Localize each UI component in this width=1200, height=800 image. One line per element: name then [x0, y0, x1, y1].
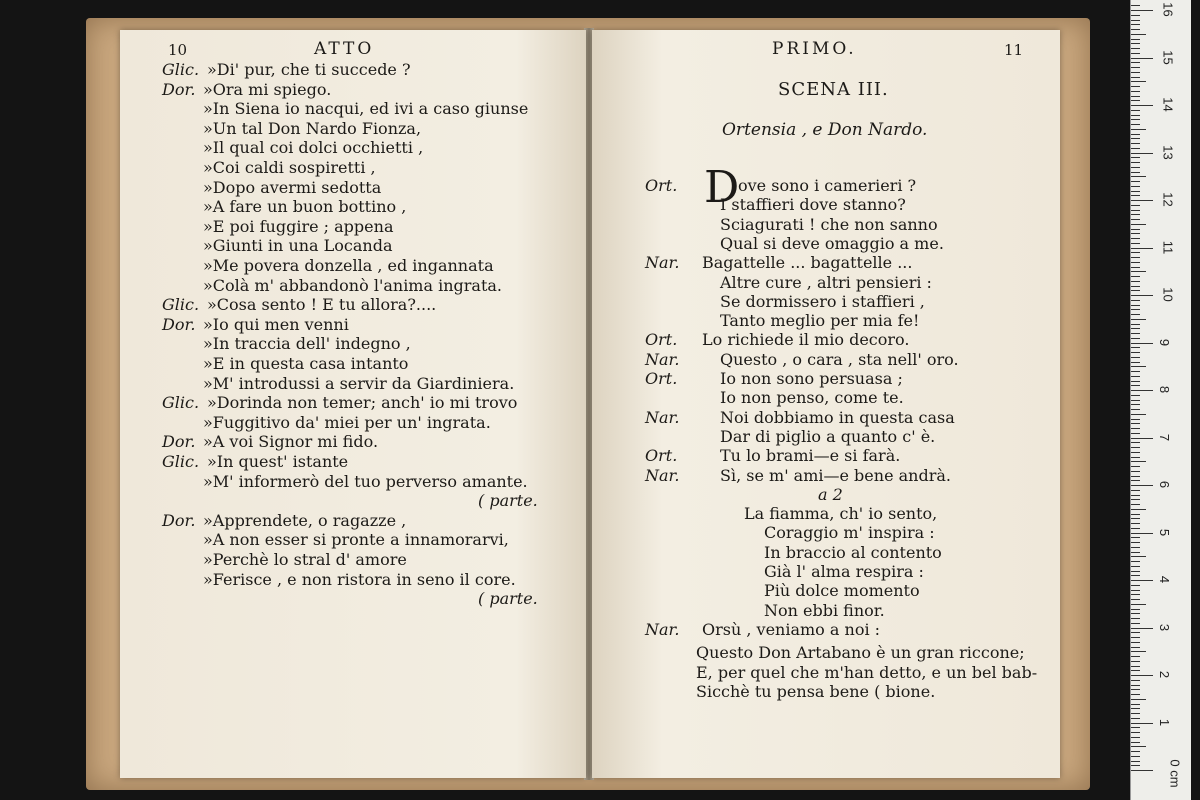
- speaker-label: Nar.: [645, 465, 680, 485]
- ruler-tick: [1131, 746, 1146, 747]
- ruler-tick: [1131, 314, 1140, 315]
- ruler-tick: [1131, 504, 1140, 505]
- ruler-tick: [1131, 647, 1140, 648]
- ruler-tick: [1131, 238, 1140, 239]
- ruler-tick: [1131, 656, 1140, 657]
- ruler-tick: [1131, 528, 1140, 529]
- ruler-tick: [1131, 286, 1140, 287]
- speaker-label: Nar.: [645, 619, 680, 639]
- right-running-head: PRIMO.: [772, 39, 857, 59]
- verse-line: »Di' pur, che ti succede ?: [207, 60, 411, 79]
- ruler-tick: [1131, 100, 1140, 101]
- ruler-tick: [1131, 599, 1140, 600]
- ruler-tick: [1131, 571, 1140, 572]
- ruler-tick: [1131, 566, 1140, 567]
- verse-line: Dar di piglio a quanto c' è.: [720, 426, 936, 446]
- ruler-tick: [1131, 67, 1140, 68]
- ruler-tick: [1131, 580, 1153, 581]
- ruler-tick: [1131, 409, 1140, 410]
- ruler-tick: [1131, 110, 1140, 111]
- ruler-tick: [1131, 138, 1140, 139]
- ruler-tick: [1131, 162, 1140, 163]
- scene-title: SCENA III.: [778, 79, 889, 100]
- ruler-tick: [1131, 39, 1140, 40]
- ruler-tick: [1131, 347, 1140, 348]
- ruler-tick: [1131, 357, 1140, 358]
- ruler-tick: [1131, 324, 1140, 325]
- ruler-tick: [1131, 699, 1146, 700]
- ruler-tick: [1131, 433, 1140, 434]
- ruler-tick: [1131, 176, 1146, 177]
- ruler-tick: [1131, 727, 1140, 728]
- ruler-tick: [1131, 58, 1153, 59]
- ruler-tick: [1131, 732, 1140, 733]
- ruler-tick: [1131, 670, 1140, 671]
- verse-line: »Giunti in una Locanda: [203, 236, 393, 256]
- ruler-tick: [1131, 428, 1140, 429]
- verse-line: Tu lo brami—e si farà.: [720, 446, 901, 466]
- verse-line: Io non sono persuasa ;: [720, 369, 903, 388]
- ruler-tick: [1131, 105, 1153, 106]
- ruler-tick: [1131, 476, 1140, 477]
- ruler-tick: [1131, 267, 1140, 268]
- verse-line: Tanto meglio per mia fe!: [720, 311, 920, 331]
- ruler-tick: [1131, 708, 1140, 709]
- verse-line: Più dolce momento: [764, 581, 920, 601]
- ruler-tick: [1131, 62, 1140, 63]
- ruler-tick: [1131, 371, 1140, 372]
- ruler-number: 12: [1160, 192, 1176, 207]
- verse-line: Non ebbi finor.: [764, 600, 885, 620]
- ruler-tick: [1131, 5, 1140, 6]
- ruler-number: 9: [1157, 338, 1173, 346]
- ruler-tick: [1131, 252, 1140, 253]
- ruler-number: 7: [1157, 433, 1173, 441]
- verse-line: »Cosa sento ! E tu allora?....: [207, 295, 437, 315]
- ruler-tick: [1131, 352, 1140, 353]
- ruler-tick: [1131, 124, 1140, 125]
- verse-line: »Dopo avermi sedotta: [203, 177, 382, 197]
- stage-direction: ( parte.: [478, 491, 538, 511]
- ruler-tick: [1131, 195, 1140, 196]
- scene-characters: Ortensia , e Don Nardo.: [722, 120, 928, 140]
- verse-line: »In traccia dell' indegno ,: [203, 334, 411, 354]
- verse-line: »Me povera donzella , ed ingannata: [203, 256, 494, 275]
- ruler-tick: [1131, 305, 1140, 306]
- speaker-label: Ort.: [645, 330, 678, 350]
- ruler-tick: [1131, 499, 1140, 500]
- speaker-label: Glic.: [162, 452, 200, 471]
- ruler-tick: [1131, 457, 1140, 458]
- verse-line: »Apprendete, o ragazze ,: [203, 510, 407, 530]
- ruler-tick: [1131, 737, 1140, 738]
- ruler-tick: [1131, 723, 1153, 724]
- verse-line: »Colà m' abbandonò l'anima ingrata.: [203, 275, 503, 295]
- verse-line: Sicchè tu pensa bene ( bione.: [696, 681, 936, 701]
- speaker-label: Nar.: [645, 349, 680, 369]
- ruler-tick: [1131, 623, 1140, 624]
- ruler-tick: [1131, 704, 1140, 705]
- ruler-number: 2: [1157, 670, 1173, 679]
- ruler-tick: [1131, 153, 1153, 154]
- ruler-tick: [1131, 24, 1140, 25]
- ruler-tick: [1131, 119, 1140, 120]
- left-running-head: ATTO: [314, 39, 375, 59]
- verse-line: Questo , o cara , sta nell' oro.: [720, 349, 959, 369]
- ruler-tick: [1131, 694, 1140, 695]
- ruler-tick: [1131, 523, 1140, 524]
- speaker-label: Dor.: [162, 314, 196, 334]
- ruler-tick: [1131, 713, 1140, 714]
- ruler-tick: [1131, 77, 1140, 78]
- ruler-tick: [1131, 385, 1140, 386]
- verse-line: Questo Don Artabano è un gran riccone;: [696, 643, 1025, 663]
- verse-line: Già l' alma respira :: [764, 562, 924, 581]
- ruler-tick: [1131, 675, 1153, 676]
- ruler-tick: [1131, 632, 1140, 633]
- ruler-tick: [1131, 447, 1140, 448]
- verse-line: ove sono i camerieri ?: [738, 176, 917, 195]
- ruler-tick: [1131, 485, 1153, 486]
- ruler-number: 6: [1157, 480, 1173, 489]
- ruler-tick: [1131, 300, 1140, 301]
- verse-line: »E poi fuggire ; appena: [203, 216, 394, 236]
- verse-line: »Perchè lo stral d' amore: [203, 550, 407, 569]
- verse-line: Qual si deve omaggio a me.: [720, 233, 944, 253]
- ruler-tick: [1131, 10, 1153, 11]
- ruler-tick: [1131, 319, 1146, 320]
- verse-line: »A non esser si pronte a innamorarvi,: [203, 530, 509, 550]
- verse-line: Sciagurati ! che non sanno: [720, 214, 938, 234]
- ruler-tick: [1131, 15, 1140, 16]
- verse-line: Bagattelle ... bagattelle ...: [702, 253, 913, 273]
- ruler-tick: [1131, 751, 1140, 752]
- verse-line: »Dorinda non temer; anch' io mi trovo: [207, 393, 518, 413]
- ruler-tick: [1131, 271, 1146, 272]
- ruler-tick: [1131, 400, 1140, 401]
- ruler-tick: [1131, 157, 1140, 158]
- ruler-tick: [1131, 604, 1146, 605]
- ruler-tick: [1131, 537, 1140, 538]
- verse-line: »M' informerò del tuo perverso amante.: [203, 471, 528, 491]
- speaker-label: Glic.: [162, 295, 200, 315]
- ruler-tick: [1131, 761, 1140, 762]
- ruler-tick: [1131, 48, 1140, 49]
- ruler-tick: [1131, 404, 1140, 405]
- ruler-tick: [1131, 495, 1140, 496]
- ruler-tick: [1131, 685, 1140, 686]
- ruler-tick: [1131, 618, 1140, 619]
- ruler-tick: [1131, 343, 1153, 344]
- ruler-tick: [1131, 214, 1140, 215]
- verse-line: »Ora mi spiego.: [203, 79, 332, 99]
- ruler-tick: [1131, 129, 1146, 130]
- ruler-tick: [1131, 509, 1146, 510]
- speaker-label: Dor.: [162, 510, 196, 530]
- speaker-label: Nar.: [645, 253, 680, 273]
- ruler-number: 15: [1160, 49, 1176, 65]
- verse-line: »E in questa casa intanto: [203, 354, 409, 373]
- ruler-tick: [1131, 376, 1140, 377]
- ruler-tick: [1131, 333, 1140, 334]
- ruler-tick: [1131, 533, 1153, 534]
- ruler-tick: [1131, 471, 1140, 472]
- ruler-tick: [1131, 34, 1146, 35]
- ruler-tick: [1131, 552, 1140, 553]
- ruler-number: 16: [1160, 2, 1176, 17]
- ruler-tick: [1131, 585, 1140, 586]
- speaker-label: Ort.: [645, 446, 678, 466]
- verse-line: »Un tal Don Nardo Fionza,: [203, 118, 422, 138]
- ruler-tick: [1131, 86, 1140, 87]
- speaker-label: Dor.: [162, 432, 196, 452]
- verse-line: »Il qual coi dolci occhietti ,: [203, 138, 424, 158]
- ruler-tick: [1131, 262, 1140, 263]
- verse-line: I staffieri dove stanno?: [720, 195, 906, 215]
- verse-line: Sì, se m' ami—e bene andrà.: [720, 465, 951, 485]
- ruler-unit-label: 0 cm: [1167, 759, 1183, 788]
- verse-line: Orsù , veniamo a noi :: [702, 619, 881, 639]
- verse-line: »A voi Signor mi fido.: [203, 432, 379, 452]
- ruler-tick: [1131, 276, 1140, 277]
- speaker-label: Glic.: [162, 393, 200, 413]
- ruler-tick: [1131, 366, 1146, 367]
- ruler-tick: [1131, 53, 1140, 54]
- verse-line: »M' introdussi a servir da Giardiniera.: [203, 373, 515, 393]
- ruler-tick: [1131, 590, 1140, 591]
- verse-line: »Coi caldi sospiretti ,: [203, 158, 376, 177]
- verse-line: Lo richiede il mio decoro.: [702, 330, 910, 350]
- ruler-tick: [1131, 628, 1153, 629]
- ruler-tick: [1131, 613, 1140, 614]
- ruler-tick: [1131, 309, 1140, 310]
- verse-line: »A fare un buon bottino ,: [203, 197, 407, 217]
- verse-line: Noi dobbiamo in questa casa: [720, 407, 955, 427]
- ruler-tick: [1131, 200, 1153, 201]
- speaker-label: Glic.: [162, 60, 200, 79]
- ruler-tick: [1131, 514, 1140, 515]
- speaker-label: Ort.: [645, 176, 678, 195]
- ruler-tick: [1131, 666, 1140, 667]
- ruler-tick: [1131, 257, 1140, 258]
- ruler-tick: [1131, 72, 1140, 73]
- ruler-tick: [1131, 281, 1140, 282]
- ruler-tick: [1131, 290, 1140, 291]
- verse-line: La fiamma, ch' io sento,: [744, 504, 938, 524]
- ruler-tick: [1131, 143, 1140, 144]
- ruler-tick: [1131, 756, 1140, 757]
- ruler-tick: [1131, 661, 1140, 662]
- ruler-tick: [1131, 243, 1140, 244]
- ruler-tick: [1131, 442, 1140, 443]
- measurement-ruler: [1130, 0, 1191, 800]
- ruler-number: 10: [1160, 287, 1176, 302]
- ruler-tick: [1131, 518, 1140, 519]
- ruler-tick: [1131, 461, 1146, 462]
- ruler-tick: [1131, 689, 1140, 690]
- ruler-tick: [1131, 490, 1140, 491]
- ruler-number: 1: [1157, 718, 1173, 726]
- ruler-tick: [1131, 680, 1140, 681]
- ruler-tick: [1131, 96, 1140, 97]
- ruler-tick: [1131, 419, 1140, 420]
- ruler-tick: [1131, 224, 1146, 225]
- ruler-tick: [1131, 770, 1153, 771]
- ruler-tick: [1131, 480, 1140, 481]
- ruler-tick: [1131, 414, 1146, 415]
- ruler-tick: [1131, 167, 1140, 168]
- ruler-tick: [1131, 718, 1140, 719]
- verse-line: In braccio al contento: [764, 542, 942, 562]
- verse-line: »Fuggitivo da' miei per un' ingrata.: [203, 412, 491, 432]
- verse-line: Coraggio m' inspira :: [764, 523, 935, 543]
- ruler-tick: [1131, 556, 1146, 557]
- ruler-tick: [1131, 91, 1140, 92]
- ruler-tick: [1131, 381, 1140, 382]
- ruler-tick: [1131, 210, 1140, 211]
- ruler-tick: [1131, 395, 1140, 396]
- ruler-tick: [1131, 219, 1140, 220]
- ruler-tick: [1131, 362, 1140, 363]
- ruler-tick: [1131, 561, 1140, 562]
- ruler-tick: [1131, 452, 1140, 453]
- ruler-tick: [1131, 542, 1140, 543]
- ruler-tick: [1131, 20, 1140, 21]
- ruler-tick: [1131, 295, 1153, 296]
- verse-line: E, per quel che m'han detto, e un bel bab-: [696, 662, 1038, 682]
- ruler-tick: [1131, 43, 1140, 44]
- ruler-number: 8: [1157, 385, 1173, 394]
- ruler-tick: [1131, 637, 1140, 638]
- verse-line: »In quest' istante: [207, 452, 349, 471]
- ruler-tick: [1131, 229, 1140, 230]
- ruler-number: 11: [1160, 240, 1176, 254]
- ruler-tick: [1131, 134, 1140, 135]
- verse-line: Se dormissero i staffieri ,: [720, 291, 925, 311]
- ruler-tick: [1131, 29, 1140, 30]
- right-page-number: 11: [1004, 41, 1024, 59]
- ruler-tick: [1131, 642, 1140, 643]
- ruler-tick: [1131, 609, 1140, 610]
- ruler-number: 5: [1157, 528, 1173, 536]
- ruler-tick: [1131, 338, 1140, 339]
- ruler-tick: [1131, 390, 1153, 391]
- verse-line: »In Siena io nacqui, ed ivi a caso giunse: [203, 99, 529, 119]
- ruler-tick: [1131, 547, 1140, 548]
- ruler-tick: [1131, 742, 1140, 743]
- ruler-tick: [1131, 248, 1153, 249]
- ruler-tick: [1131, 575, 1140, 576]
- verse-line: Altre cure , altri pensieri :: [720, 272, 932, 292]
- ruler-tick: [1131, 181, 1140, 182]
- ruler-number: 13: [1160, 144, 1176, 160]
- ruler-tick: [1131, 765, 1140, 766]
- drop-cap: D: [704, 162, 740, 213]
- ruler-tick: [1131, 81, 1146, 82]
- ruler-tick: [1131, 205, 1140, 206]
- ruler-tick: [1131, 148, 1140, 149]
- duet-marker: a 2: [818, 484, 843, 504]
- verse-line: »Ferisce , e non ristora in seno il core.: [203, 569, 516, 589]
- ruler-tick: [1131, 172, 1140, 173]
- ruler-tick: [1131, 328, 1140, 329]
- ruler-tick: [1131, 594, 1140, 595]
- ruler-number: 4: [1157, 575, 1173, 584]
- ruler-number: 3: [1157, 623, 1173, 631]
- left-page-number: 10: [168, 41, 188, 59]
- ruler-tick: [1131, 191, 1140, 192]
- stage-direction: ( parte.: [478, 589, 538, 609]
- verse-line: Io non penso, come te.: [720, 388, 904, 408]
- ruler-tick: [1131, 186, 1140, 187]
- ruler-tick: [1131, 438, 1153, 439]
- ruler-tick: [1131, 115, 1140, 116]
- verse-line: »Io qui men venni: [203, 314, 349, 334]
- ruler-tick: [1131, 233, 1140, 234]
- ruler-tick: [1131, 423, 1140, 424]
- ruler-number: 14: [1160, 97, 1176, 112]
- speaker-label: Nar.: [645, 407, 680, 427]
- ruler-tick: [1131, 466, 1140, 467]
- ruler-tick: [1131, 651, 1146, 652]
- speaker-label: Dor.: [162, 79, 196, 99]
- speaker-label: Ort.: [645, 369, 678, 388]
